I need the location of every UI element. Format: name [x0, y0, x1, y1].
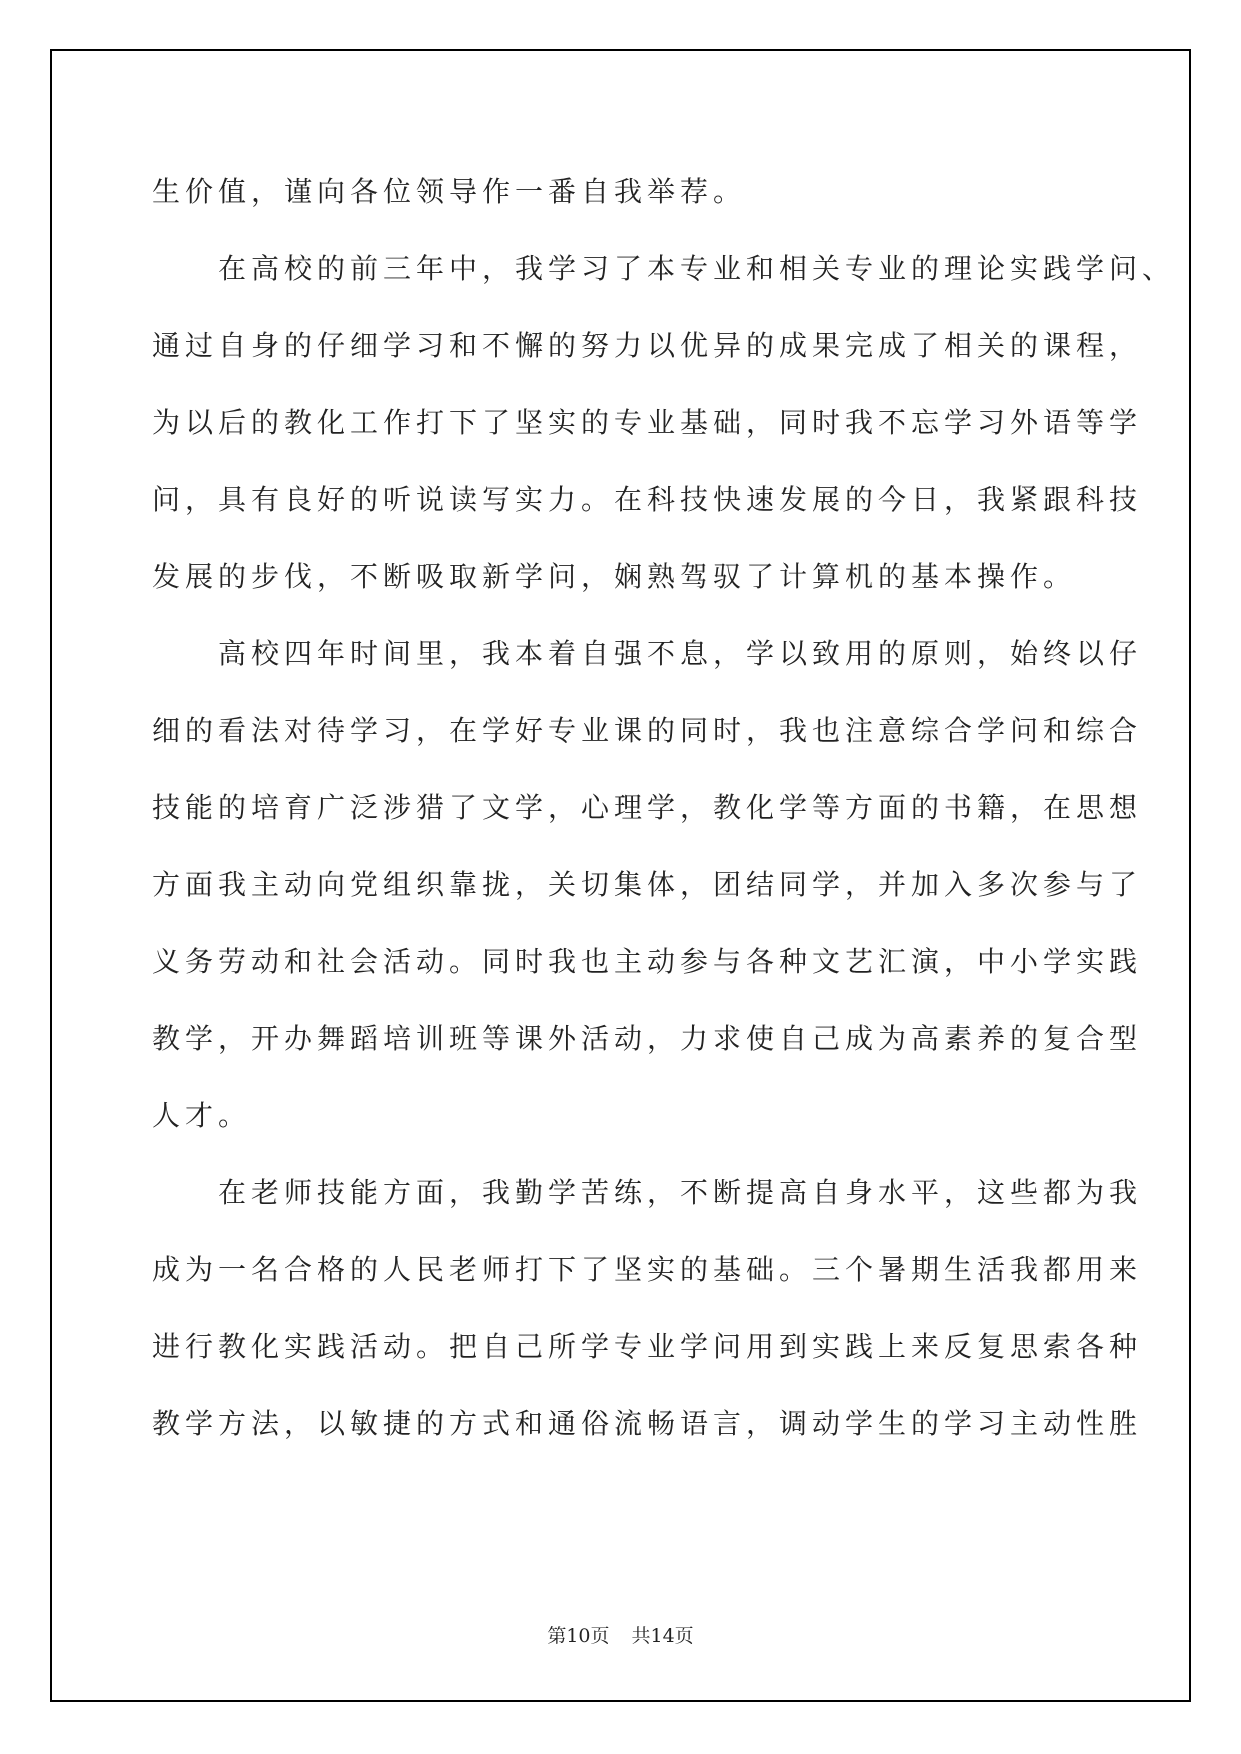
page-footer [0, 1622, 1241, 1650]
text-line: 为以后的教化工作打下了坚实的专业基础，同时我不忘学习外语等学 [152, 406, 1143, 439]
text-line: 问，具有良好的听说读写实力。在科技快速发展的今日，我紧跟科技 [152, 483, 1143, 516]
text-line: 在高校的前三年中，我学习了本专业和相关专业的理论实践学问、 [152, 252, 1176, 285]
text-line: 进行教化实践活动。把自己所学专业学问用到实践上来反复思索各种 [152, 1330, 1143, 1363]
text-line: 生价值，谨向各位领导作一番自我举荐。 [152, 175, 747, 208]
text-line: 成为一名合格的人民老师打下了坚实的基础。三个暑期生活我都用来 [152, 1253, 1143, 1286]
page-total: 共14页 [631, 1625, 694, 1647]
text-line: 教学，开办舞蹈培训班等课外活动，力求使自己成为高素养的复合型 [152, 1022, 1143, 1055]
text-line: 义务劳动和社会活动。同时我也主动参与各种文艺汇演，中小学实践 [152, 945, 1143, 978]
text-line: 通过自身的仔细学习和不懈的努力以优异的成果完成了相关的课程， [152, 329, 1143, 362]
page-number: 第10页 [547, 1625, 610, 1647]
text-line: 技能的培育广泛涉猎了文学，心理学，教化学等方面的书籍，在思想 [152, 791, 1143, 824]
text-line: 教学方法，以敏捷的方式和通俗流畅语言，调动学生的学习主动性胜 [152, 1407, 1143, 1440]
text-line: 在老师技能方面，我勤学苦练，不断提高自身水平，这些都为我 [152, 1176, 1143, 1209]
text-line: 发展的步伐，不断吸取新学问，娴熟驾驭了计算机的基本操作。 [152, 560, 1077, 593]
text-line: 方面我主动向党组织靠拢，关切集体，团结同学，并加入多次参与了 [152, 868, 1143, 901]
text-line: 细的看法对待学习，在学好专业课的同时，我也注意综合学问和综合 [152, 714, 1143, 747]
text-line: 人才。 [152, 1099, 252, 1132]
text-line: 高校四年时间里，我本着自强不息，学以致用的原则，始终以仔 [152, 637, 1143, 670]
